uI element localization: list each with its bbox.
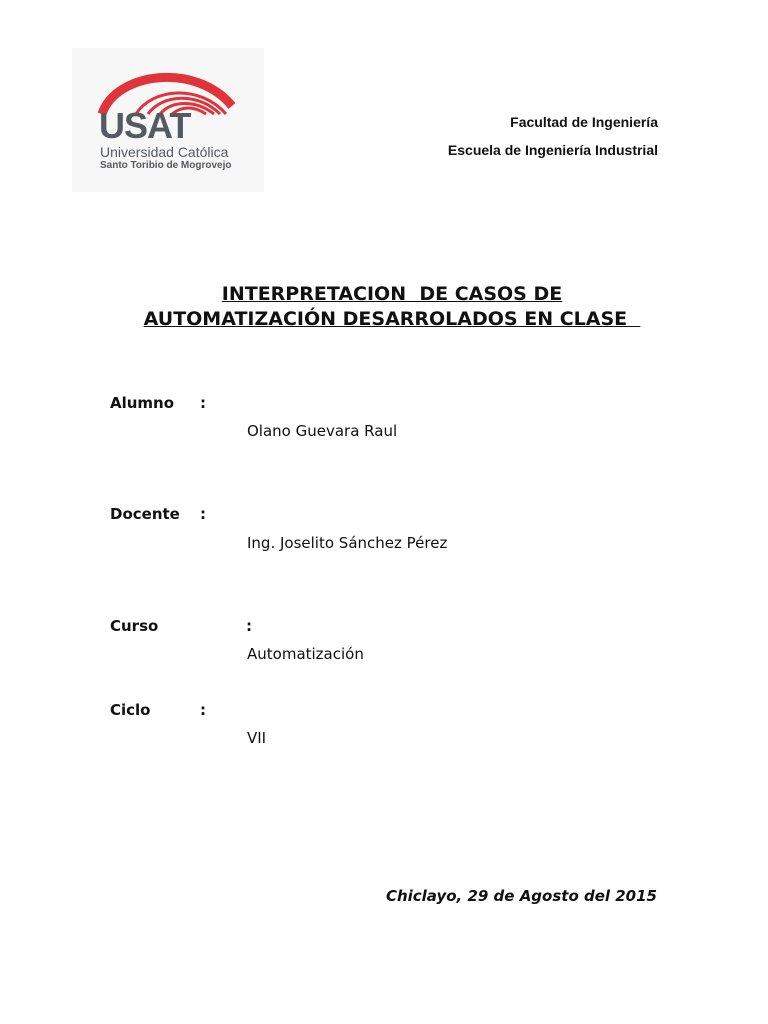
teacher-value: Ing. Joselito Sánchez Pérez [247,534,448,552]
faculty-name: Facultad de Ingeniería [510,114,658,130]
document-title [100,282,684,332]
course-label: Curso [110,617,159,635]
logo-campus-name: Santo Toribio de Mogrovejo [100,160,232,171]
course-value: Automatización [247,645,364,663]
student-value: Olano Guevara Raul [247,422,398,440]
cycle-value: VII [247,729,267,747]
university-logo [72,48,264,192]
teacher-label: Docente [110,505,180,523]
course-colon: : [246,617,252,635]
cycle-colon: : [200,701,206,719]
teacher-colon: : [200,505,206,523]
cycle-label: Ciclo [110,701,151,719]
school-name: Escuela de Ingeniería Industrial [447,142,658,158]
logo-acronym: USAT [99,105,191,146]
student-label: Alumno [110,394,175,412]
logo-university-name: Universidad Católica [100,144,229,160]
student-colon: : [200,394,206,412]
title-line-1: INTERPRETACION DE CASOS DE [221,283,563,305]
place-date: Chiclayo, 29 de Agosto del 2015 [385,887,657,905]
title-line-2: AUTOMATIZACIÓN DESARROLADOS EN CLASE [143,308,641,330]
